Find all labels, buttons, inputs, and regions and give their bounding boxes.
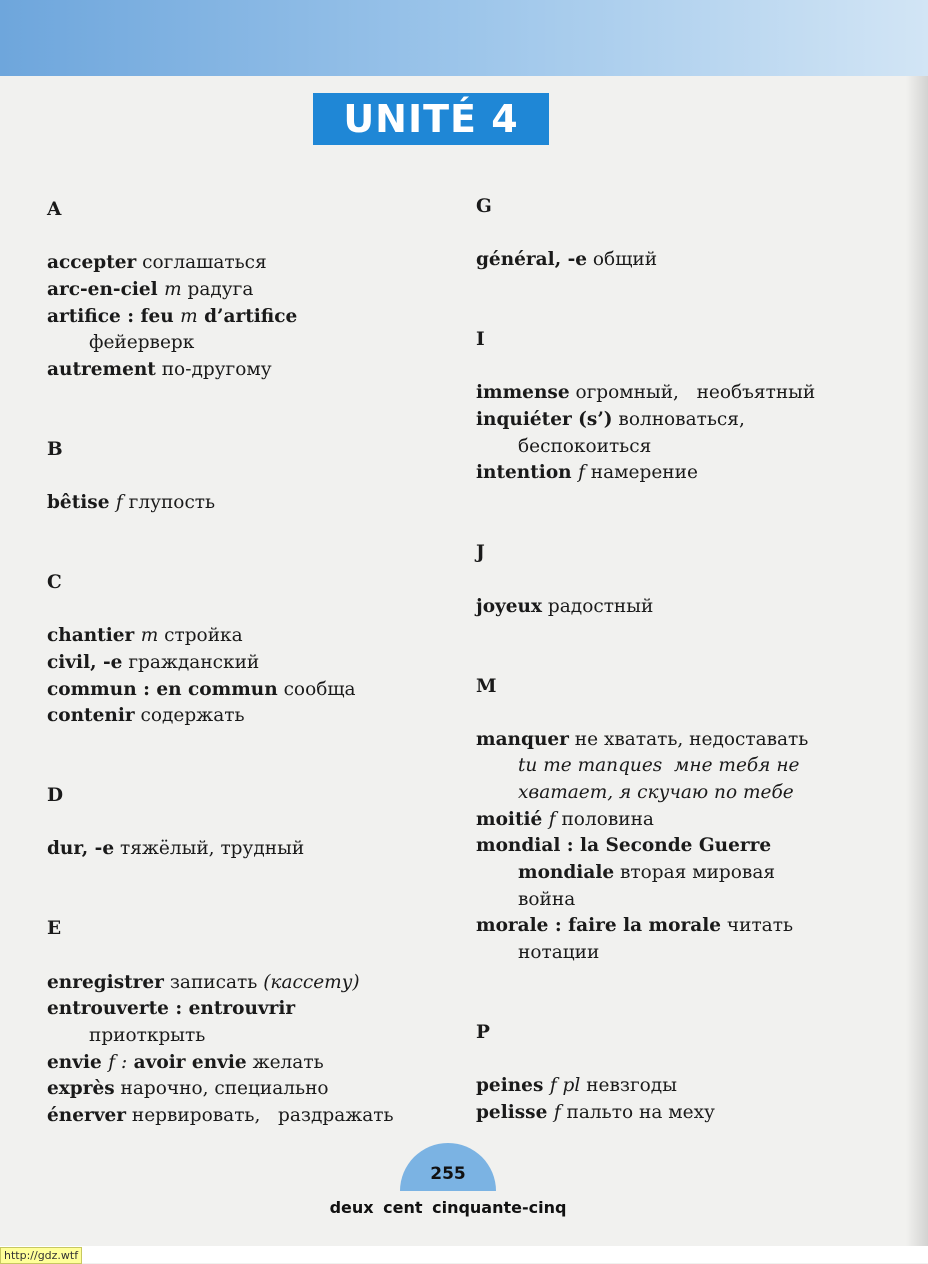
russian-translation: волноваться, (612, 409, 745, 431)
grammar-note: f : (108, 1051, 128, 1073)
french-term: commun : en commun (47, 678, 278, 700)
russian-translation: пальто на меху (560, 1101, 715, 1123)
russian-translation: радуга (181, 278, 254, 300)
vocab-entry-continuation (476, 753, 896, 780)
grammar-note: f (548, 808, 556, 830)
french-term: pelisse (476, 1101, 554, 1123)
russian-translation: глупость (122, 492, 216, 514)
spacer (47, 463, 467, 490)
russian-translation: огромный, необъятный (569, 382, 816, 404)
french-term: inquiéter (s’) (476, 409, 613, 431)
vocab-entry (476, 727, 896, 754)
vocabulary-column-right (476, 194, 896, 1126)
vocab-entry (47, 277, 467, 304)
section-letter-heading: P (476, 1021, 490, 1043)
spacer (476, 274, 896, 301)
spacer (47, 943, 467, 970)
page-number-badge (400, 1143, 496, 1239)
vocab-entry (476, 807, 896, 834)
russian-translation: гражданский (122, 651, 260, 673)
french-term: d’artifice (197, 305, 298, 327)
spacer (47, 410, 467, 437)
spacer (476, 567, 896, 594)
russian-translation: содержать (134, 705, 245, 727)
vocabulary-column-left (47, 197, 467, 1129)
french-term: énerver (47, 1104, 127, 1126)
vocab-entry (47, 970, 467, 997)
vocab-entry (476, 833, 896, 860)
french-term: peines (476, 1075, 550, 1097)
russian-translation: сообща (277, 678, 356, 700)
grammar-note: tu me manques мне тебя не (518, 755, 800, 777)
grammar-note: хватает, я скучаю по тебе (518, 782, 794, 804)
page-edge-shadow (906, 76, 928, 1246)
french-term: envie (47, 1051, 109, 1073)
spacer (47, 383, 467, 410)
vocab-entry-continuation (476, 434, 896, 461)
section-letter-heading: M (476, 675, 497, 697)
vocab-entry-continuation (476, 887, 896, 914)
french-term: manquer (476, 728, 569, 750)
french-term: général, -e (476, 249, 588, 271)
vocab-entry (476, 380, 896, 407)
grammar-note: f (115, 492, 123, 514)
section-letter-heading: D (47, 785, 64, 807)
spacer (476, 1047, 896, 1074)
spacer (47, 810, 467, 837)
vocab-entry (47, 1076, 467, 1103)
grammar-note: f (553, 1101, 561, 1123)
russian-translation: стройка (158, 625, 243, 647)
vocab-entry (47, 677, 467, 704)
french-term: exprès (47, 1078, 115, 1100)
vocab-entry-continuation (476, 860, 896, 887)
vocab-entry (476, 407, 896, 434)
russian-translation: нарочно, специально (114, 1078, 329, 1100)
vocab-entry (47, 650, 467, 677)
russian-translation: желать (246, 1051, 324, 1073)
vocab-entry (47, 703, 467, 730)
section-letter-heading: J (476, 542, 485, 564)
french-term: morale : faire la morale (476, 915, 721, 937)
vocab-entry (47, 836, 467, 863)
vocab-entry (47, 623, 467, 650)
french-term: enregistrer (47, 971, 164, 993)
vocab-entry (47, 490, 467, 517)
section-letter-heading: A (47, 199, 62, 220)
spacer (47, 543, 467, 570)
russian-translation: половина (555, 808, 654, 830)
russian-translation: вторая мировая (614, 862, 776, 884)
vocab-entry (47, 304, 467, 331)
spacer (476, 700, 896, 727)
russian-translation: тяжёлый, трудный (114, 838, 305, 860)
spacer (476, 993, 896, 1020)
french-term: accepter (47, 252, 137, 274)
french-term: contenir (47, 705, 135, 727)
french-term: bêtise (47, 492, 116, 514)
russian-translation: радостный (542, 595, 654, 617)
grammar-note: m (164, 278, 182, 300)
russian-translation: нотации (518, 941, 600, 963)
vocab-entry (47, 1050, 467, 1077)
vocab-entry-continuation (476, 780, 896, 807)
section-letter-heading: I (476, 329, 485, 351)
section-letter-heading: E (47, 918, 62, 940)
vocab-entry (47, 250, 467, 277)
spacer (47, 890, 467, 917)
vocab-entry (476, 1100, 896, 1127)
russian-translation: приоткрыть (89, 1024, 206, 1046)
vocab-entry-continuation (47, 330, 467, 357)
spacer (47, 517, 467, 544)
site-watermark-link[interactable]: http://gdz.wtf (0, 1247, 82, 1264)
french-term: moitié (476, 808, 549, 830)
unit-title: UNITÉ 4 (313, 93, 549, 145)
spacer (476, 514, 896, 541)
russian-translation: невзгоды (580, 1075, 677, 1097)
russian-translation: беспокоиться (518, 435, 652, 457)
russian-translation: намерение (584, 462, 698, 484)
french-term: autrement (47, 358, 156, 380)
grammar-note: m (180, 305, 198, 327)
spacer (476, 221, 896, 248)
page-number-words: deux cent cinquante-cinq (329, 1198, 567, 1217)
russian-translation: война (518, 888, 576, 910)
spacer (47, 224, 467, 251)
vocab-entry (47, 357, 467, 384)
french-term: civil, -e (47, 651, 123, 673)
spacer (476, 301, 896, 328)
french-term: chantier (47, 625, 141, 647)
vocab-entry (47, 996, 467, 1023)
spacer (47, 597, 467, 624)
page-number: 255 (430, 1164, 466, 1184)
spacer (476, 967, 896, 994)
french-term: mondiale (518, 862, 615, 884)
grammar-note: f (578, 462, 585, 484)
vocab-entry (47, 1103, 467, 1130)
russian-translation: не хватать, недоставать (568, 728, 809, 750)
spacer (476, 487, 896, 514)
french-term: entrouverte : entrouvrir (47, 998, 296, 1020)
french-term: immense (476, 382, 570, 404)
french-term: avoir envie (127, 1051, 247, 1073)
vocab-entry (476, 247, 896, 274)
russian-translation: по-другому (155, 358, 272, 380)
vocab-entry (476, 594, 896, 621)
french-term: intention (476, 462, 579, 484)
section-letter-heading: C (47, 571, 62, 593)
vocab-entry (476, 1073, 896, 1100)
russian-translation: записать (163, 971, 264, 993)
french-term: dur, -e (47, 838, 115, 860)
russian-translation: общий (587, 249, 658, 271)
header-band (0, 0, 928, 76)
russian-translation: фейерверк (89, 332, 195, 354)
section-letter-heading: G (476, 196, 492, 217)
french-term: arc-en-ciel (47, 278, 165, 300)
spacer (476, 620, 896, 647)
vocab-entry-continuation (476, 940, 896, 967)
vocab-entry (476, 460, 896, 487)
spacer (476, 354, 896, 381)
spacer (47, 730, 467, 757)
russian-translation: читать (721, 915, 794, 937)
bottom-strip (0, 1246, 928, 1263)
section-letter-heading: B (47, 438, 63, 460)
grammar-note: (кассету) (263, 971, 360, 993)
grammar-note: m (140, 625, 159, 647)
vocab-entry (476, 913, 896, 940)
vocab-entry-continuation (47, 1023, 467, 1050)
grammar-note: f pl (549, 1075, 581, 1097)
russian-translation: соглашаться (136, 252, 267, 274)
russian-translation: нервировать, раздражать (126, 1104, 394, 1126)
french-term: artifice : feu (47, 305, 181, 327)
french-term: joyeux (476, 595, 543, 617)
spacer (47, 756, 467, 783)
spacer (476, 647, 896, 674)
spacer (47, 863, 467, 890)
french-term: mondial : la Seconde Guerre (476, 835, 772, 857)
